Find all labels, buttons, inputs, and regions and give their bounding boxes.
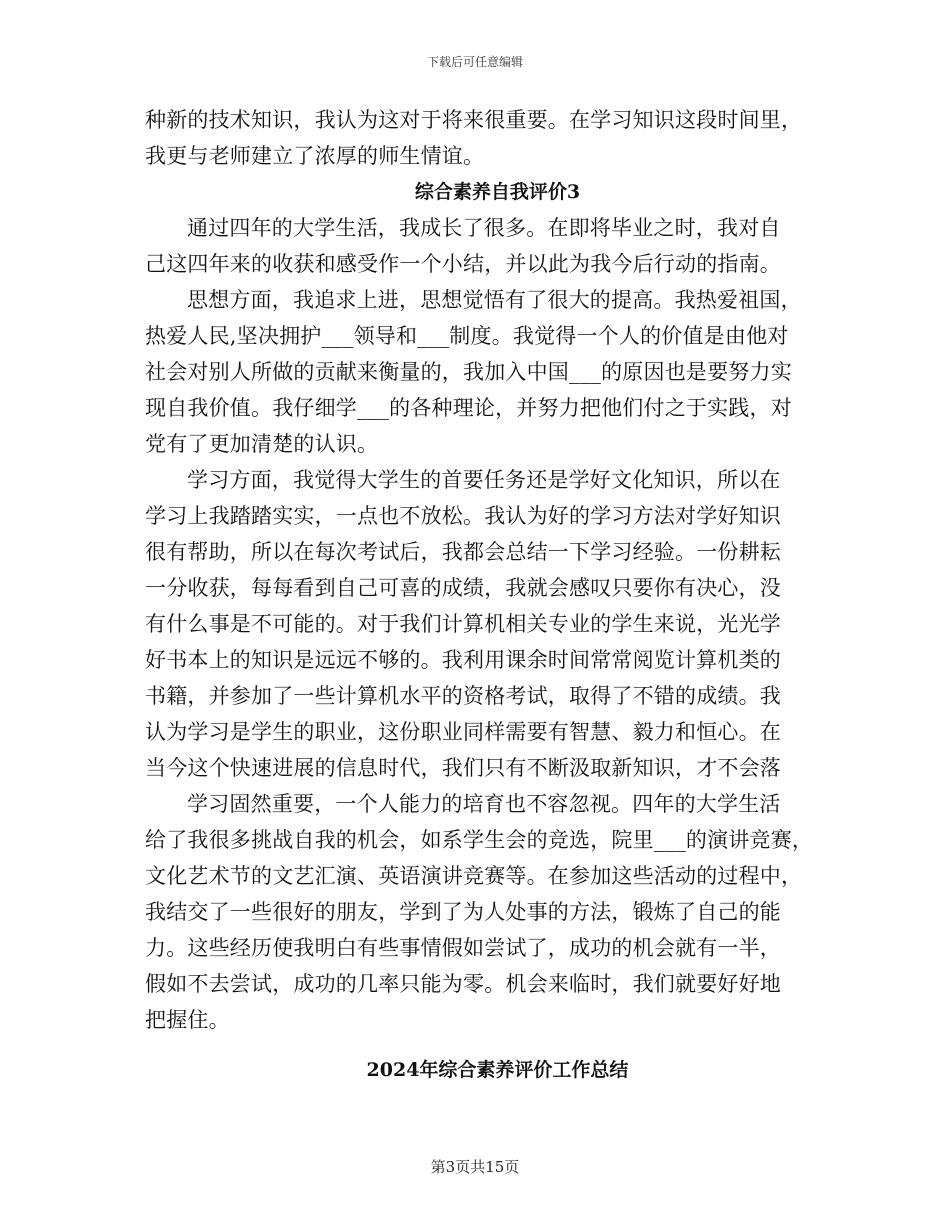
body-line: 我更与老师建立了浓厚的师生情谊。 xyxy=(145,144,485,168)
body-line: 有什么事是不可能的。对于我们计算机相关专业的学生来说，光光学 xyxy=(145,612,781,636)
body-line: 把握住。 xyxy=(145,1008,230,1032)
section-title: 综合素养自我评价3 xyxy=(414,181,581,203)
body-line: 学习方面，我觉得大学生的首要任务还是学好文化知识，所以在 xyxy=(187,468,781,492)
body-line: 一分收获，每每看到自己可喜的成绩，我就会感叹只要你有决心，没 xyxy=(145,576,781,600)
body-line: 社会对别人所做的贡献来衡量的，我加入中国___的原因也是要努力实 xyxy=(145,360,792,384)
page-header-note: 下载后可任意编辑 xyxy=(426,55,523,69)
paragraph-4 xyxy=(145,786,814,1038)
body-line: 己这四年来的收获和感受作一个小结，并以此为我今后行动的指南。 xyxy=(145,252,781,276)
body-line: 认为学习是学生的职业，这份职业同样需要有智慧、毅力和恒心。在 xyxy=(145,720,781,744)
body-line: 我结交了一些很好的朋友，学到了为人处事的方法，锻炼了自己的能 xyxy=(145,900,781,924)
body-line: 书籍，并参加了一些计算机水平的资格考试，取得了不错的成绩。我 xyxy=(145,684,781,708)
body-line: 通过四年的大学生活，我成长了很多。在即将毕业之时，我对自 xyxy=(187,216,781,240)
body-line: 假如不去尝试，成功的几率只能为零。机会来临时，我们就要好好地 xyxy=(145,972,781,996)
body-line: 学习上我踏踏实实，一点也不放松。我认为好的学习方法对学好知识 xyxy=(145,504,781,528)
body-line: 思想方面，我追求上进，思想觉悟有了很大的提高。我热爱祖国， xyxy=(187,288,802,312)
page-number: 第3页共15页 xyxy=(430,1158,520,1176)
body-line: 党有了更加清楚的认识。 xyxy=(145,432,379,456)
next-section-title: 2024年综合素养评价工作总结 xyxy=(366,1059,629,1081)
body-line: 很有帮助，所以在每次考试后，我都会总结一下学习经验。一份耕耘 xyxy=(145,540,781,564)
body-line: 热爱人民,坚决拥护___领导和___制度。我觉得一个人的价值是由他对 xyxy=(145,324,789,348)
body-line: 当今这个快速进展的信息时代，我们只有不断汲取新知识，才不会落 xyxy=(145,756,781,780)
body-line: 学习固然重要，一个人能力的培育也不容忽视。四年的大学生活 xyxy=(187,792,781,816)
body-line: 现自我价值。我仔细学___的各种理论，并努力把他们付之于实践，对 xyxy=(145,396,792,420)
paragraph-2 xyxy=(145,282,810,462)
body-line: 种新的技术知识，我认为这对于将来很重要。在学习知识这段时间里， xyxy=(145,108,803,132)
paragraph-1 xyxy=(145,210,810,282)
paragraph-3 xyxy=(145,462,810,786)
body-line: 文化艺术节的文艺汇演、英语演讲竞赛等。在参加这些活动的过程中， xyxy=(145,864,803,888)
document-body xyxy=(145,102,814,1088)
body-line: 好书本上的知识是远远不够的。我利用课余时间常常阅览计算机类的 xyxy=(145,648,781,672)
body-line: 给了我很多挑战自我的机会，如系学生会的竞选，院里___的演讲竞赛， xyxy=(145,828,814,852)
body-line: 力。这些经历使我明白有些事情假如尝试了，成功的机会就有一半， xyxy=(145,936,781,960)
